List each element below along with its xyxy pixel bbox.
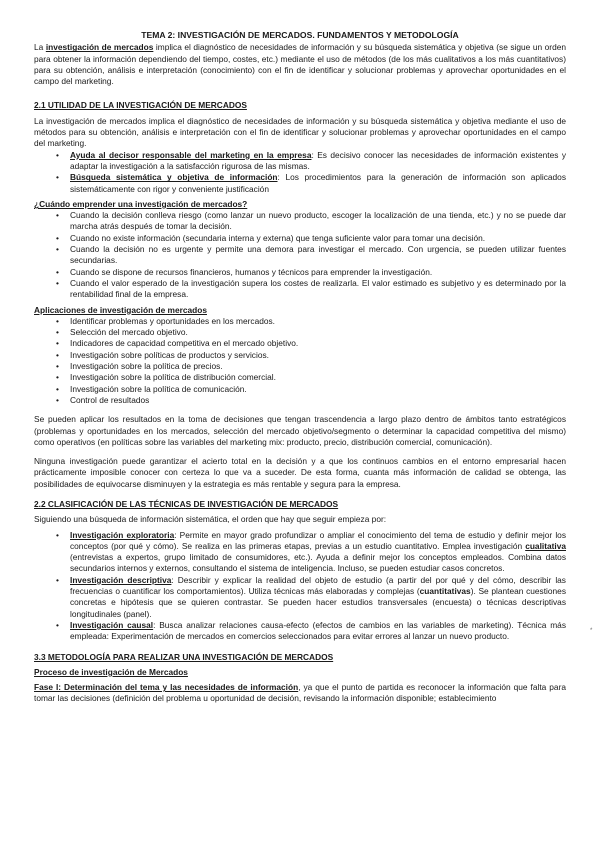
bullet-text: Selección del mercado objetivo.	[70, 327, 188, 338]
bullet-text: Investigación sobre políticas de productos y servicios.	[70, 349, 269, 360]
applications-list	[34, 316, 566, 406]
phase-1-paragraph	[34, 682, 566, 705]
when-list	[34, 210, 566, 300]
when-heading: ¿Cuándo emprender una investigación de mercados?	[34, 198, 248, 209]
intro-paragraph	[34, 42, 566, 87]
bullet-text: Control de resultados	[70, 394, 150, 405]
section-2-1-heading: 2.1 UTILIDAD DE LA INVESTIGACIÓN DE MERCADOS	[34, 100, 247, 111]
bullet-keyword: cuantitativas	[419, 586, 471, 597]
bullet-keyword: cualitativa	[525, 540, 566, 551]
process-subheading: Proceso de investigación de Mercados	[34, 666, 188, 677]
bullet-term: Investigación exploratoria	[70, 529, 175, 540]
bullet-text: Indicadores de capacidad competitiva en el mercado objetivo.	[70, 338, 299, 349]
section-3-3-heading: 3.3 METODOLOGÍA PARA REALIZAR UNA INVESTIGACIÓN DE MERCADOS	[34, 651, 334, 662]
list-item: • Investigación exploratoria: Permite en mayor grado profundizar o ampliar el conocimiento del tema de estudio y definir mejor los conceptos (por qué y cómo). Se realiza en las primeras etapas, previas a un estudio cuantitativo. Emplea investigación cualitativa (entrevistas a expertos, grupo limitado de consumidores, etc.). Ayuda a definir mejor los conceptos empleados. Combina datos secundarios internos y externos, consultando el sistema de inteligencia. Incluso, se pueden estudiar casos concretos.	[56, 529, 566, 574]
bullet-text: (entrevistas a expertos, grupo limitado de consumidores, etc.). Ayuda a definir mejor los conceptos empleados. Combina datos secundarios internos y externos, consultando el sistema de inteligencia. Incluso, se pueden estudiar casos concretos.	[70, 552, 566, 574]
list-item: • Ayuda al decisor responsable del marketing en la empresa: Es decisivo conocer las necesidades de información existentes y adaptar la investigación a la satisfacción rigurosa de las mismas.	[56, 149, 566, 171]
list-item: • Investigación sobre la política de comunicación.	[56, 383, 247, 394]
list-item: • Identificar problemas y oportunidades en los mercados.	[56, 315, 275, 326]
list-item: • Investigación sobre la política de precios.	[56, 361, 223, 372]
list-item: • Búsqueda sistemática y objetiva de información: Los procedimientos para la generación de información son aplicados sistemáticamente con rigor y conveniente justificación	[56, 172, 566, 194]
bullet-text: Investigación sobre la política de distribución comercial.	[70, 372, 276, 383]
applications-paragraph-1: Se pueden aplicar los resultados en la toma de decisiones que tengan trascendencia a largo plazo dentro de ámbitos tanto estratégicos (problemas y oportunidades en los mercados, selección del mercado objetivo/segmento o determinar la capacidad competitiva del mismo) como operativos (en políticas sobre las variables del marketing mix: producto, precio, distribución comercial, comunicación).	[34, 414, 566, 447]
list-item: • Cuando la decisión conlleva riesgo (como lanzar un nuevo producto, escoger la localización de una tienda, etc.) y no se puede dar marcha atrás después de tomar la decisión.	[56, 210, 566, 232]
document-title: TEMA 2: INVESTIGACIÓN DE MERCADOS. FUNDAMENTOS Y METODOLOGÍA	[141, 30, 459, 40]
list-item: • Cuando el valor esperado de la investigación supera los costes de realizarla. El valor estimado es subjetivo y es determinado por la rentabilidad final de la empresa.	[56, 277, 566, 300]
intro-term: investigación de mercados	[45, 42, 154, 53]
bullet-text: Cuando no existe información (secundaria interna y externa) que tenga suficiente valor para tomar una decisión.	[70, 232, 486, 243]
list-item: • Investigación sobre políticas de productos y servicios.	[56, 349, 269, 360]
section-2-1-list	[34, 150, 566, 195]
section-2-1-paragraph: La investigación de mercados implica el diagnóstico de necesidades de información y su búsqueda sistemática y objetiva mediante el uso de métodos para su obtención, análisis e interpretación con el fin de identificar y solucionar problemas y aprovechar oportunidades en el campo del marketing.	[34, 115, 566, 149]
list-item: • Investigación sobre la política de distribución comercial.	[56, 372, 276, 383]
document-page	[34, 30, 566, 705]
bullet-text: : Describir y explicar la realidad del objeto de estudio (a partir del por qué y del cómo, describir las frecuencias o cuantificar los comportamientos). Utiliza técnicas más elaboradas y complejas (	[70, 574, 566, 597]
list-item: • Cuando no existe información (secundaria interna y externa) que tenga suficiente valor para tomar una decisión.	[56, 232, 486, 243]
bullet-text: Cuando la decisión conlleva riesgo (como lanzar un nuevo producto, escoger la localización de una tienda, etc.) y no se puede dar marcha atrás después de tomar la decisión.	[70, 210, 566, 232]
phase-1-text: , ya que el punto de partida es reconocer la información que falta para tomar las decisiones (definición del problema u oportunidad de decisión, revisando la información disponible; establecimiento	[34, 682, 566, 704]
list-item: • Cuando la decisión no es urgente y permite una demora para investigar el mercado. Con urgencia, se pueden utilizar fuentes secundarias.	[56, 244, 566, 266]
bullet-text: : Es decisivo conocer las necesidades de información existentes y adaptar la investigación a la satisfacción rigurosa de las mismas.	[70, 149, 566, 171]
applications-heading: Aplicaciones de investigación de mercados	[34, 304, 207, 315]
bullet-text: Identificar problemas y oportunidades en los mercados.	[70, 315, 275, 326]
intro-post: implica el diagnóstico de necesidades de información y su búsqueda sistemática y objetiva (se sigue un orden para obtener la información dependiendo del tiempo, costes, etc.) mediante el uso de métodos (de los más cualitativos a los más cuantitativos) para su obtención, análisis e interpretación (conocimiento) con el fin de identificar y solucionar problemas y aprovechar oportunidades en el campo del marketing.	[34, 42, 566, 87]
section-2-2-paragraph: Siguiendo una búsqueda de información sistemática, el orden que hay que seguir empieza por:	[34, 514, 387, 525]
bullet-term: Investigación descriptiva	[70, 574, 172, 585]
section-2-2-heading: 2.2 CLASIFICACIÓN DE LAS TÉCNICAS DE INVESTIGACIÓN DE MERCADOS	[34, 498, 339, 509]
bullet-term: Búsqueda sistemática y objetiva de información	[70, 172, 278, 183]
bullet-text: : Permite en mayor grado profundizar o ampliar el conocimiento del tema de estudio y definir mejor los conceptos (por qué y cómo). Se realiza en las primeras etapas, previas a un estudio cuantitativo. Emplea investigación	[70, 529, 566, 551]
bullet-text: Cuando se dispone de recursos financieros, humanos y técnicos para emprender la investigación.	[70, 266, 433, 277]
bullet-text: Cuando la decisión no es urgente y permite una demora para investigar el mercado. Con urgencia, se pueden utilizar fuentes secundarias.	[70, 244, 566, 266]
bullet-text: Cuando el valor esperado de la investigación supera los costes de realizarla. El valor estimado es subjetivo y es determinado por la rentabilidad final de la empresa.	[70, 277, 566, 300]
list-item: • Cuando se dispone de recursos financieros, humanos y técnicos para emprender la investigación.	[56, 266, 433, 277]
bullet-text: Investigación sobre la política de precios.	[70, 361, 223, 372]
list-item: • Investigación descriptiva: Describir y explicar la realidad del objeto de estudio (a partir del por qué y del cómo, describir las frecuencias o cuantificar los comportamientos). Utiliza técnicas más elaboradas y complejas (cuantitativas). Se plantean cuestiones concretas e hipótesis que se quieren contrastar. Se pueden hacer estudios transversales (encuesta) o técnicas descriptivas longitudinales (panel).	[56, 574, 566, 619]
bullet-term: Investigación causal	[70, 619, 154, 630]
list-item: • Indicadores de capacidad competitiva en el mercado objetivo.	[56, 338, 299, 349]
list-item: • Investigación causal: Busca analizar relaciones causa-efecto (efectos de cambios en las variables de marketing). Técnica más empleada: Experimentación de mercados en comercios seleccionados para evitar errores al lanzar un nuevo producto.	[56, 619, 566, 642]
bullet-text: Investigación sobre la política de comunicación.	[70, 383, 247, 394]
bullet-text: ). Se plantean cuestiones concretas e hipótesis que se quieren contrastar. Se pueden hacer estudios transversales (encuesta) o técnicas descriptivas longitudinales (panel).	[70, 586, 566, 619]
list-item: • Control de resultados	[56, 394, 150, 405]
list-item: • Selección del mercado objetivo.	[56, 327, 188, 338]
bullet-term: Ayuda al decisor responsable del marketing en la empresa	[70, 149, 312, 160]
intro-pre: La	[34, 42, 46, 53]
margin-mark: *	[590, 628, 593, 634]
section-2-2-list	[34, 530, 566, 643]
phase-1-term: Fase I: Determinación del tema y las necesidades de información	[34, 682, 299, 693]
bullet-text: : Busca analizar relaciones causa-efecto (efectos de cambios en las variables de marketing). Técnica más empleada: Experimentación de mercados en comercios seleccionados para evitar errores al lanzar un nuevo producto.	[70, 619, 566, 642]
applications-paragraph-2: Ninguna investigación puede garantizar el acierto total en la decisión y a que los continuos cambios en el entorno empresarial hacen prácticamente imposible conocer con certeza lo que va a suceder. De esta forma, cuanta más información de calidad se obtenga, las posibilidades de equivocarse disminuyen y la estrategia es más rentable y segura para la empresa.	[34, 456, 566, 489]
bullet-text: : Los procedimientos para la generación de información son aplicados sistemáticamente con rigor y conveniente justificación	[70, 172, 566, 194]
